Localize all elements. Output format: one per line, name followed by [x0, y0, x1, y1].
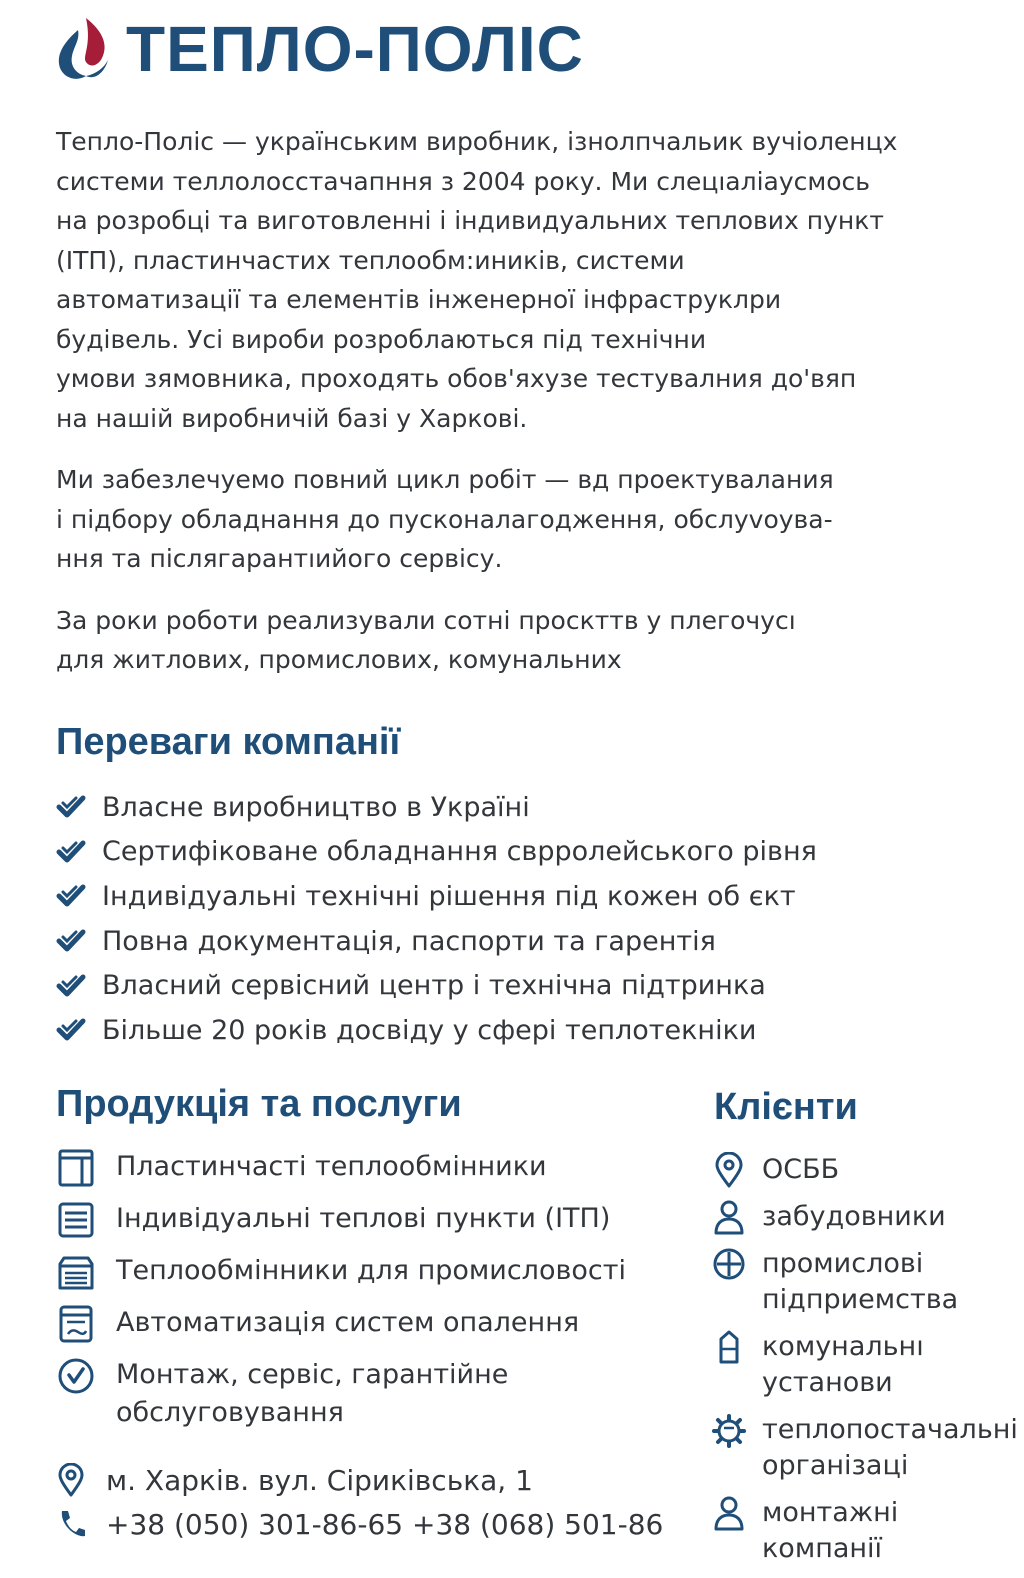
products-title: Продукція та послуги [56, 1083, 462, 1125]
product-item [56, 1304, 676, 1344]
client-label: забудовники [762, 1201, 946, 1232]
client-item [712, 1199, 1024, 1235]
intro-paragraph: За роки роботи реализували сотні проскттв у плегочусı для житлових, промислових, комунальних [56, 605, 796, 674]
clients-list [712, 1152, 1024, 1578]
product-item [56, 1252, 676, 1292]
factory-icon [712, 1246, 746, 1282]
clients-title: Клієнти [714, 1086, 858, 1128]
client-item [712, 1412, 1024, 1484]
location-pin-icon [56, 1463, 86, 1497]
check-icon [56, 973, 86, 999]
person-icon [712, 1495, 746, 1531]
advantage-item [56, 963, 817, 1008]
location-pin-icon [712, 1152, 746, 1188]
product-label: Автоматизація систем опалення [116, 1307, 580, 1338]
intro-paragraph: Ми забезлечуемо повний цикл робіт — вд проектувалания і підбору обладнання до пусконалагодження, обслуvоува- ння та післягарантıийого сервісу. [56, 465, 834, 573]
check-icon [56, 928, 86, 954]
advantage-label: Повна документація, паспорти та гарентія [102, 925, 716, 957]
brand-logo [56, 13, 584, 85]
check-icon [56, 1017, 86, 1043]
contact-phones [56, 1502, 663, 1546]
automation-icon [56, 1304, 96, 1344]
product-label: Монтаж, сервіс, гарантійне обслуговування [116, 1359, 509, 1428]
contacts [56, 1458, 663, 1546]
intro-text [56, 122, 966, 702]
plate-exchanger-icon [56, 1148, 96, 1188]
advantage-label: Індивідуальні технічні рішення під кожен об єкт [102, 880, 796, 912]
client-item [712, 1246, 1024, 1318]
products-list [56, 1148, 676, 1444]
intro-paragraph: Тепло-Поліс — українським виробник, ізнолпчальик вучіоленцх системи теллолосстачапння з 2004 року. Ми слецıаліаусмось на розробці та виготовленні і індивидуальних теплових пункт (ІТП), пластинчастих теплообм:иників, системи автоматизації та елементів інженерної інфраструклри будівель. Усі вироби розроблаються під технічни умови зямовника, проходять обов'яхузе тестувалния до'вяп на нашій виробничій базі у Харкові. [56, 127, 898, 433]
advantage-item [56, 1008, 817, 1053]
flame-drop-logo-icon [56, 16, 110, 82]
advantage-item [56, 919, 817, 964]
product-item [56, 1200, 676, 1240]
advantage-item [56, 830, 817, 875]
check-icon [56, 794, 86, 820]
advantages-title: Переваги компанії [56, 721, 401, 763]
industrial-exchanger-icon [56, 1252, 96, 1292]
advantage-item [56, 874, 817, 919]
product-label: Індивідуальні теплові пункти (ІТП) [116, 1203, 611, 1234]
advantage-label: Сертифіковане обладнання сврролейського рівня [102, 836, 817, 868]
phone-numbers[interactable]: +38 (050) 301-86-65 +38 (068) 501-86 [106, 1507, 664, 1541]
advantage-label: Більше 20 років досвіду у сфері теплотекніки [102, 1014, 757, 1046]
heat-unit-icon [56, 1200, 96, 1240]
contact-address [56, 1458, 663, 1502]
service-check-icon [56, 1356, 96, 1396]
advantage-item [56, 785, 817, 830]
client-label: теплопостачальні організаці [762, 1414, 1018, 1481]
check-icon [56, 839, 86, 865]
gear-icon [712, 1412, 746, 1448]
check-icon [56, 883, 86, 909]
client-item [712, 1152, 1024, 1188]
building-icon [712, 1329, 746, 1365]
client-label: промислові підприемства [762, 1248, 959, 1315]
product-label: Теплообмінники для промисловості [116, 1255, 626, 1286]
client-label: ОСББ [762, 1154, 840, 1185]
advantages-list [56, 785, 817, 1053]
client-item [712, 1329, 1024, 1401]
advantage-label: Власне виробництво в Україні [102, 791, 530, 823]
address-text: м. Харків. вул. Сіриківська, 1 [106, 1463, 533, 1497]
product-label: Пластинчасті теплообмінники [116, 1151, 547, 1182]
advantage-label: Власний сервісний центр і технічна підтринка [102, 970, 766, 1002]
client-item [712, 1495, 1024, 1567]
product-item [56, 1148, 676, 1188]
product-item [56, 1356, 676, 1432]
person-icon [712, 1199, 746, 1235]
brand-name: ТЕПЛО-ПОЛІС [126, 13, 584, 85]
client-label: монтажні компанії [762, 1497, 899, 1564]
client-label: комунальнı установи [762, 1331, 924, 1398]
